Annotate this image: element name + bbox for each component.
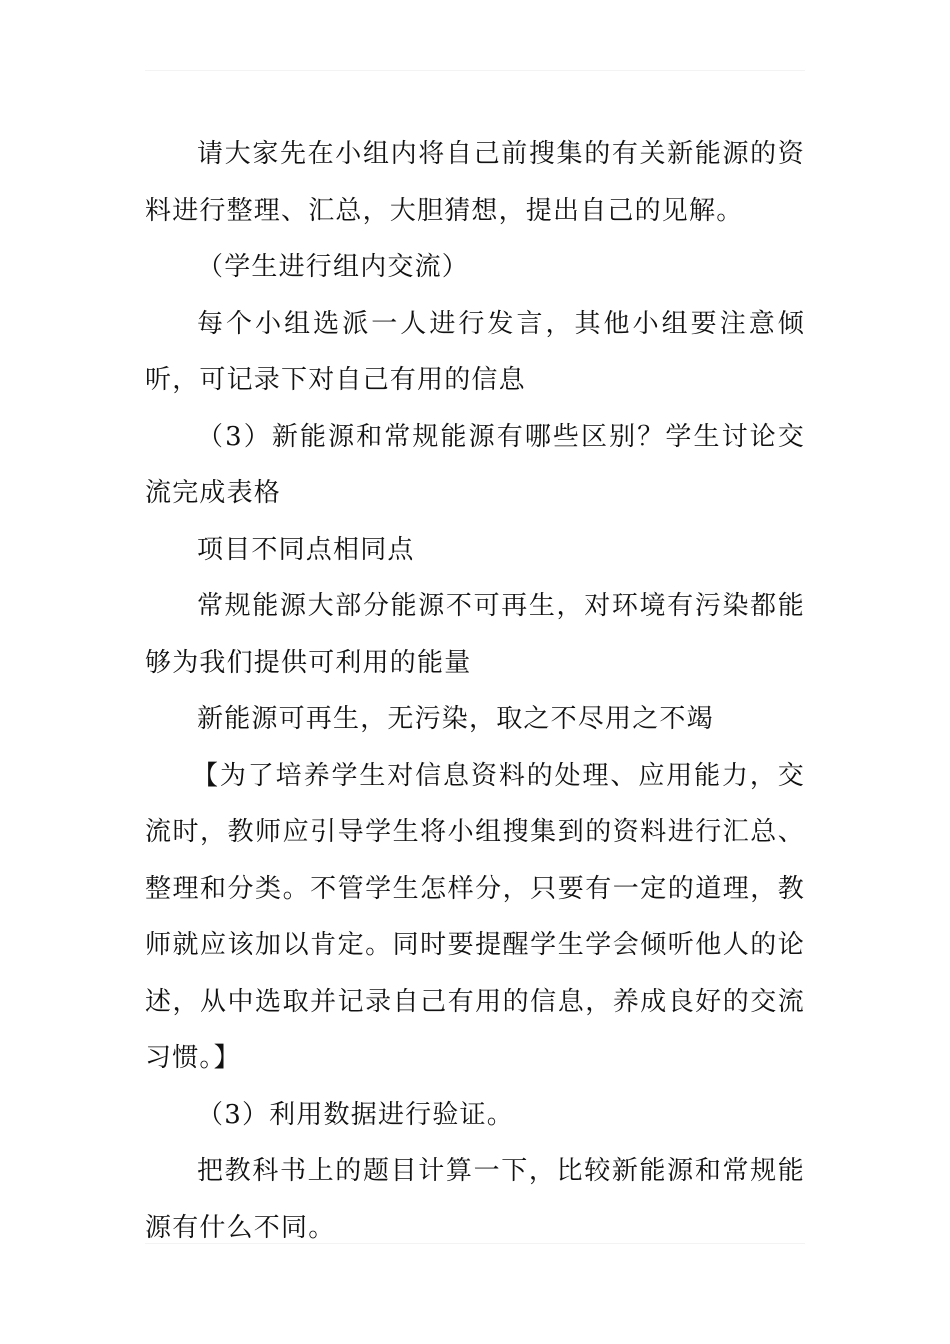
header-rule	[145, 70, 805, 71]
paragraph-energy-difference-question: （3）新能源和常规能源有哪些区别？学生讨论交流完成表格	[145, 421, 805, 508]
paragraph-new-energy: 新能源可再生，无污染，取之不尽用之不竭	[197, 704, 714, 734]
paragraph-conventional-energy: 常规能源大部分能源不可再生，对环境有污染都能够为我们提供可利用的能量	[145, 591, 805, 678]
paragraph-group-speaker: 每个小组选派一人进行发言，其他小组要注意倾听，可记录下对自己有用的信息	[145, 308, 805, 395]
paragraph-textbook-calculation: 把教科书上的题目计算一下，比较新能源和常规能源有什么不同。	[145, 1156, 805, 1243]
paragraph-teaching-note: 【为了培养学生对信息资料的处理、应用能力，交流时，教师应引导学生将小组搜集到的资料进行汇总、整理和分类。不管学生怎样分，只要有一定的道理，教师就应该加以肯定。同时要提醒学生学会倾听他人的论述，从中选取并记录自己有用的信息，养成良好的交流习惯。】	[145, 760, 805, 1073]
footer-rule	[145, 1243, 805, 1244]
paragraph-data-verification: （3）利用数据进行验证。	[197, 1099, 514, 1130]
document-body	[145, 126, 805, 1256]
paragraph-table-header: 项目不同点相同点	[197, 534, 415, 565]
paragraph-collect-materials: 请大家先在小组内将自己前搜集的有关新能源的资料进行整理、汇总，大胆猜想，提出自己的见解。	[145, 139, 805, 226]
paragraph-group-exchange: （学生进行组内交流）	[197, 252, 470, 282]
